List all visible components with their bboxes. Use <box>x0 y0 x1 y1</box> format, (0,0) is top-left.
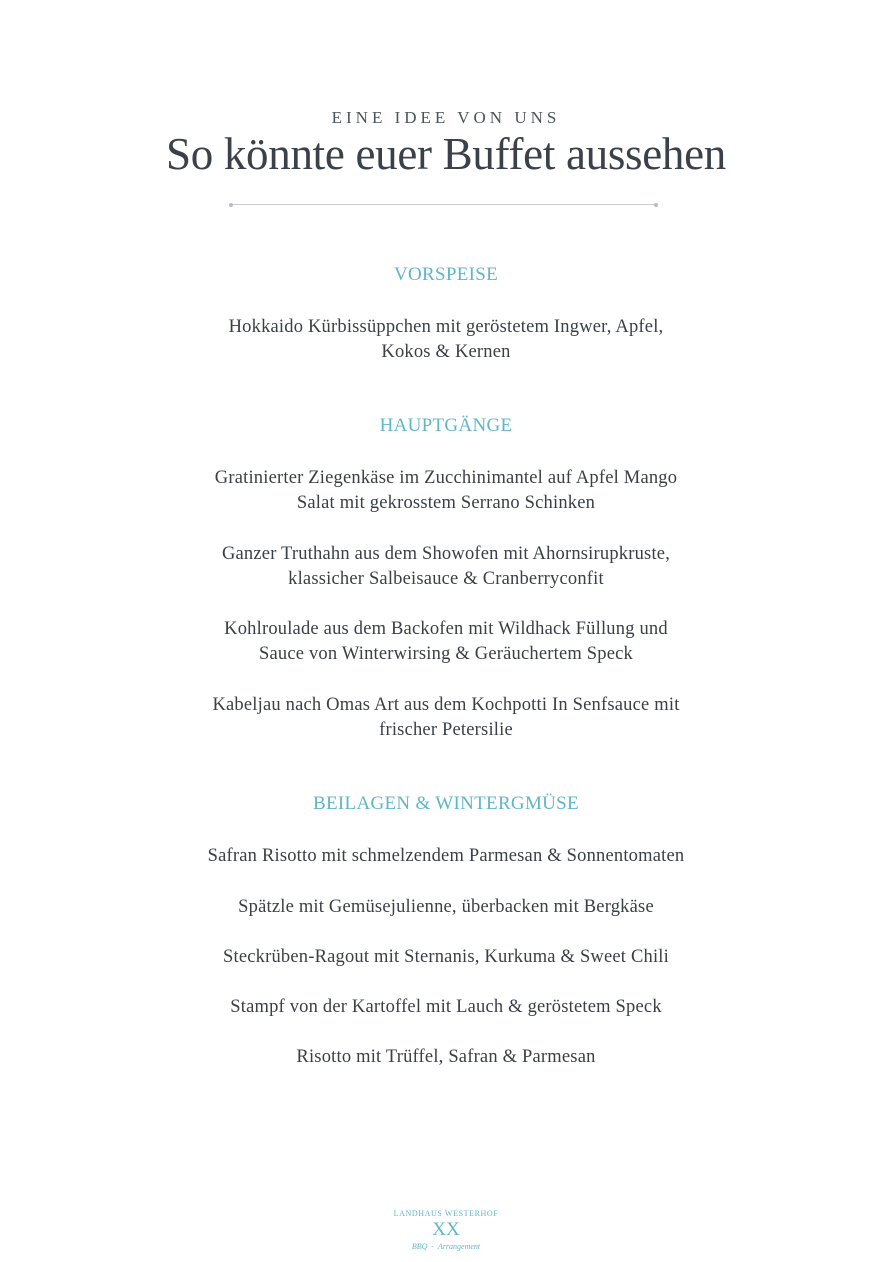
dish-line: Kabeljau nach Omas Art aus dem Kochpotti In Senfsauce mit <box>212 695 680 715</box>
section-heading-hauptgaenge: HAUPTGÄNGE <box>379 415 513 436</box>
dish-line: Hokkaido Kürbissüppchen mit geröstetem Ingwer, Apfel, <box>228 317 664 337</box>
footer-brand: LANDHAUS WESTERHOF <box>393 1209 499 1218</box>
page-eyebrow: EINE IDEE VON UNS <box>331 108 561 127</box>
dish-item <box>0 315 892 365</box>
dish-line: Gratinierter Ziegenkäse im Zucchinimantel auf Apfel Mango <box>214 468 678 488</box>
title-divider <box>231 204 656 205</box>
dish-line: klassicher Salbeisauce & Cranberryconfit <box>288 569 604 589</box>
section-heading-beilagen: BEILAGEN & WINTERGMÜSE <box>313 793 579 814</box>
dish-item <box>0 542 892 592</box>
dish-line: Sauce von Winterwirsing & Geräuchertem Speck <box>258 644 633 664</box>
dish-item: Spätzle mit Gemüsejulienne, überbacken mit Bergkäse <box>238 897 654 917</box>
dish-item: Risotto mit Trüffel, Safran & Parmesan <box>296 1047 596 1067</box>
dish-line: Ganzer Truthahn aus dem Showofen mit Ahornsirupkruste, <box>221 544 671 564</box>
section-heading-vorspeise: VORSPEISE <box>393 264 499 285</box>
dish-line: Kohlroulade aus dem Backofen mit Wildhack Füllung und <box>224 619 668 639</box>
dish-item: Stampf von der Kartoffel mit Lauch & geröstetem Speck <box>230 997 662 1017</box>
dish-item <box>0 693 892 743</box>
dish-line: frischer Petersilie <box>379 720 513 740</box>
dish-item: Steckrüben-Ragout mit Sternanis, Kurkuma & Sweet Chili <box>222 947 669 967</box>
dish-item: Safran Risotto mit schmelzendem Parmesan & Sonnentomaten <box>207 846 685 866</box>
footer-subtitle: BBQ - Arrangement <box>411 1242 481 1251</box>
dish-item <box>0 617 892 667</box>
dish-item <box>0 466 892 516</box>
page-number: XX <box>432 1219 460 1240</box>
dish-line: Kokos & Kernen <box>381 342 511 362</box>
dish-line: Salat mit gekrosstem Serrano Schinken <box>296 493 596 513</box>
page-title: So könnte euer Buffet aussehen <box>165 129 727 179</box>
